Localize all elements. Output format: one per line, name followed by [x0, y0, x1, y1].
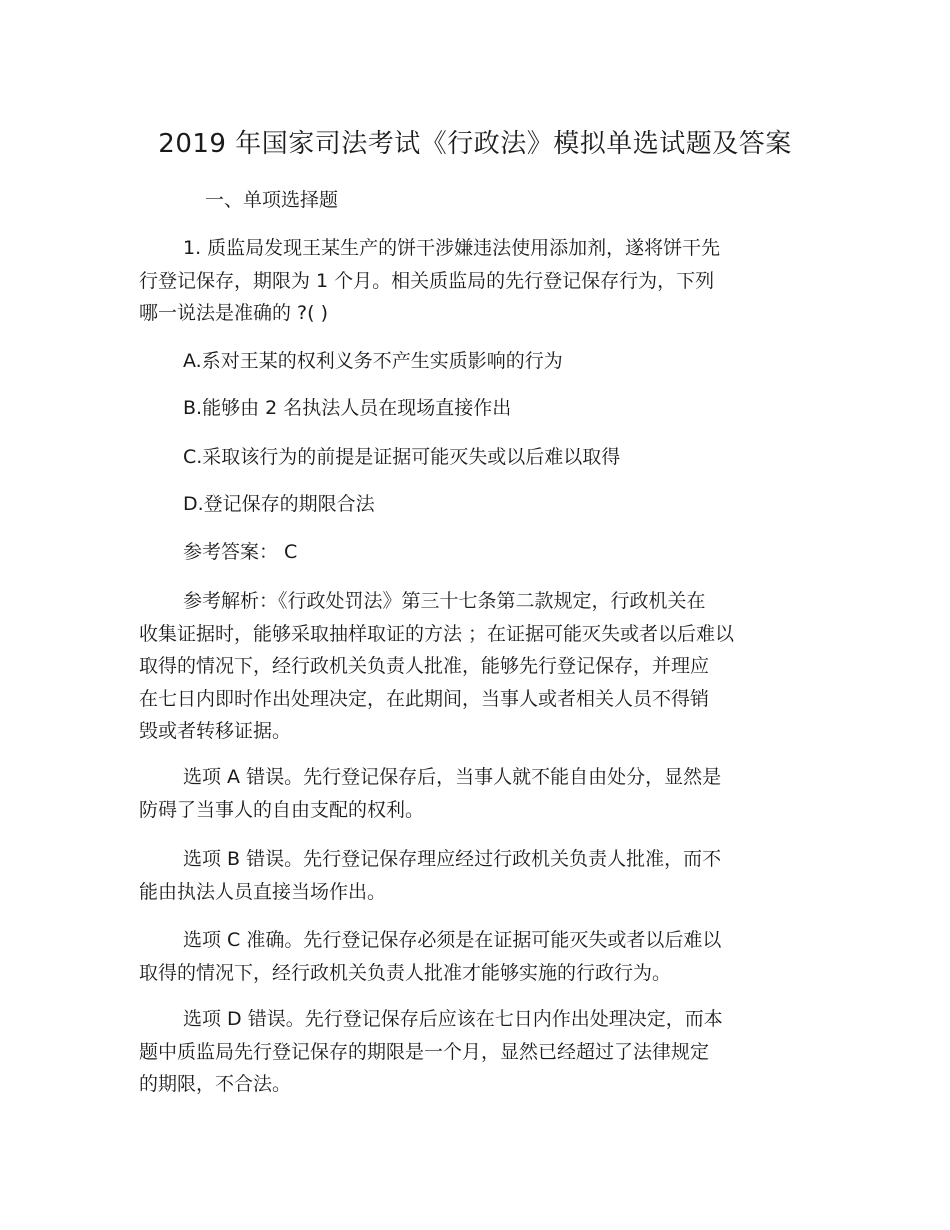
analysis-line: 题中质监局先行登记保存的期限是一个月，显然已经超过了法律规定 — [139, 1040, 710, 1063]
option-d-analysis — [139, 1003, 789, 1101]
section-heading: 一、单项选择题 — [205, 189, 339, 211]
option-b: B.能够由 2 名执法人员在现场直接作出 — [183, 397, 512, 419]
analysis-line: 选项 A 错误。先行登记保存后，当事人就不能自由处分，显然是 — [183, 766, 722, 788]
analysis-line: 能由执法人员直接当场作出。 — [139, 880, 387, 903]
question-line: 行登记保存，期限为 1 个月。相关质监局的先行登记保存行为，下列 — [139, 269, 715, 292]
option-b-analysis — [139, 843, 789, 908]
analysis-line: 选项 C 准确。先行登记保存必须是在证据可能灭失或者以后难以 — [183, 929, 722, 951]
analysis-line: 收集证据时，能够采取抽样取证的方法 ；在证据可能灭失或者以后难以 — [139, 622, 735, 645]
option-c-analysis — [139, 924, 789, 989]
question-line: 1. 质监局发现王某生产的饼干涉嫌违法使用添加剂，遂将饼干先 — [183, 237, 721, 259]
option-a-analysis — [139, 761, 789, 826]
analysis-line: 防碍了当事人的自由支配的权利。 — [139, 798, 425, 821]
analysis-line: 选项 B 错误。先行登记保存理应经过行政机关负责人批准，而不 — [183, 848, 722, 870]
document-title: 2019 年国家司法考试《行政法》模拟单选试题及答案 — [158, 129, 792, 159]
analysis-line: 参考解析：《行政处罚法》第三十七条第二款规定，行政机关在 — [183, 590, 706, 612]
reference-analysis — [139, 585, 789, 748]
analysis-line: 毁或者转移证据。 — [139, 720, 292, 742]
analysis-line: 的期限，不合法。 — [139, 1073, 292, 1095]
option-a: A.系对王某的权利义务不产生实质影响的行为 — [183, 350, 563, 372]
option-d: D.登记保存的期限合法 — [183, 493, 375, 515]
analysis-line: 在七日内即时作出处理决定，在此期间，当事人或者相关人员不得销 — [139, 687, 710, 710]
analysis-line: 取得的情况下，经行政机关负责人批准，能够先行登记保存，并理应 — [139, 655, 710, 677]
analysis-line: 选项 D 错误。先行登记保存后应该在七日内作出处理决定，而本 — [183, 1008, 723, 1030]
analysis-line: 取得的情况下，经行政机关负责人批准才能够实施的行政行为。 — [139, 961, 672, 984]
question-line: 哪一说法是准确的 ?( ) — [139, 302, 328, 324]
question-stem — [139, 232, 789, 330]
option-c: C.采取该行为的前提是证据可能灭失或以后难以取得 — [183, 446, 621, 468]
reference-answer: 参考答案： C — [183, 541, 298, 563]
